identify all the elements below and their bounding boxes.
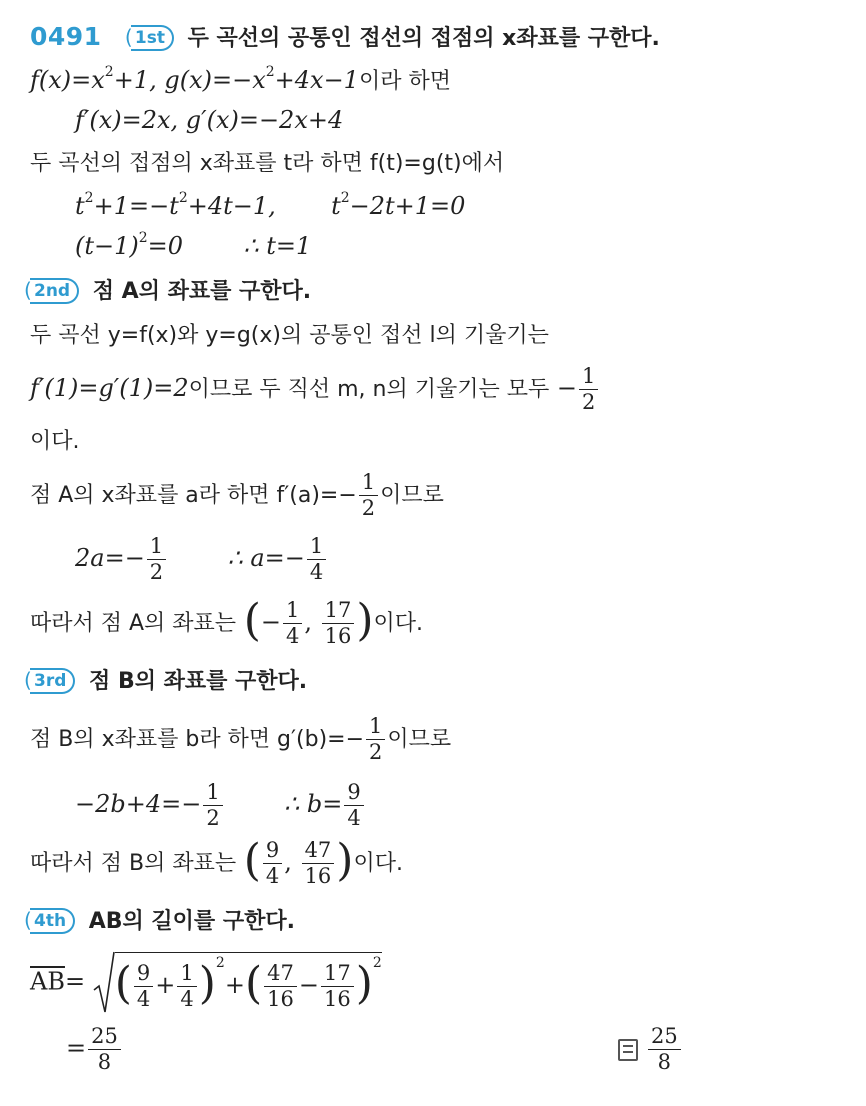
step-badge-4th: ( 4th: [30, 908, 75, 934]
problem-header: [30, 22, 660, 53]
problem-number: 0491: [30, 22, 102, 51]
fraction-half: $\frac{1}{2}$: [147, 534, 166, 585]
final-answer: [618, 1024, 683, 1075]
fraction-quarter: $\frac{1}{4}$: [177, 961, 196, 1012]
point-a-slope: 점 A의 x좌표를 a라 하면 f′(a)=− $\frac{1}{2}$ 이므로: [30, 470, 444, 520]
fraction-b-y: $\frac{47}{16}$: [264, 961, 297, 1012]
fraction-half: $\frac{1}{2}$: [359, 470, 378, 521]
fraction-half: $\frac{1}{2}$: [366, 714, 385, 765]
answer-fraction: $\frac{25}{8}$: [648, 1024, 681, 1075]
distance-formula: $\overline{AB}=$ ( $\frac{9}{4}$ + $\frac{1}{4}$ )$^2$+( $\frac{47}{16}$ − $\frac{17}{16}$ )$^2$: [30, 950, 382, 1016]
function-definitions: $f(x)=x^2+1$, $g(x)=-x^2+4x-1$이라 하면: [30, 64, 451, 94]
point-b-coordinates: 따라서 점 B의 좌표는 ( $\frac{9}{4}$ , $\frac{47}{16}$ )이다.: [30, 834, 403, 888]
distance-result: = $\frac{25}{8}$: [66, 1024, 123, 1075]
fraction-quarter: $\frac{1}{4}$: [283, 598, 302, 649]
step-3-header: [30, 666, 307, 696]
step-badge-3rd: ( 3rd: [30, 668, 75, 694]
slope-line: f′(1)=g′(1)=2이므로 두 직선 m, n의 기울기는 모두 − $\frac{1}{2}$: [30, 364, 600, 415]
point-b-slope: 점 B의 x좌표를 b라 하면 g′(b)=− $\frac{1}{2}$ 이므로: [30, 714, 452, 764]
answer-icon: [618, 1039, 638, 1061]
tangent-slope-text: 두 곡선 y=f(x)와 y=g(x)의 공통인 접선 l의 기울기는: [30, 323, 549, 348]
fraction-result: $\frac{25}{8}$: [88, 1024, 121, 1075]
step-title-1: 두 곡선의 공통인 접선의 접점의 x좌표를 구한다.: [187, 26, 660, 51]
sqrt-expression: ( $\frac{9}{4}$ + $\frac{1}{4}$ )$^2$+( $\frac{47}{16}$ − $\frac{17}{16}$ )$^2$: [93, 950, 382, 1016]
point-a-coordinates: 따라서 점 A의 좌표는 (− $\frac{1}{4}$ , $\frac{17}{16}$ )이다.: [30, 594, 424, 648]
solve-a: 2a=− $\frac{1}{2}$ ∴ a=− $\frac{1}{4}$: [75, 534, 328, 585]
tangent-point-text: 두 곡선의 접점의 x좌표를 t라 하면 f(t)=g(t)에서: [30, 151, 505, 176]
solve-b: −2b+4=− $\frac{1}{2}$ ∴ b= $\frac{9}{4}$: [75, 780, 366, 831]
step-2-header: [30, 276, 311, 306]
step-title-3: 점 B의 좌표를 구한다.: [89, 669, 308, 694]
slope-line-end: 이다.: [30, 429, 80, 454]
step-4-header: [30, 906, 295, 936]
fraction-a-y: $\frac{17}{16}$: [322, 598, 355, 649]
fraction-half: $\frac{1}{2}$: [203, 780, 222, 831]
step-badge-1st: ( 1st: [131, 25, 174, 51]
step-title-4: AB의 길이를 구한다.: [88, 909, 295, 934]
step-badge-2nd: ( 2nd: [30, 278, 79, 304]
fraction-b-x: $\frac{9}{4}$: [344, 780, 363, 831]
fraction-a-y: $\frac{17}{16}$: [321, 961, 354, 1012]
fraction-half: $\frac{1}{2}$: [579, 364, 598, 415]
step-title-2: 점 A의 좌표를 구한다.: [92, 279, 312, 304]
derivatives: f′(x)=2x, g′(x)=−2x+4: [75, 106, 344, 134]
equation-2: $(t-1)^2=0$ ∴ t=1: [75, 230, 312, 260]
fraction-quarter: $\frac{1}{4}$: [307, 534, 326, 585]
equation-1: $t^2+1=-t^2+4t-1$, $t^2-2t+1=0$: [75, 190, 466, 220]
fraction-b-y: $\frac{47}{16}$: [302, 838, 335, 889]
fraction-b-x: $\frac{9}{4}$: [263, 838, 282, 889]
fraction-b-x: $\frac{9}{4}$: [134, 961, 153, 1012]
sqrt-icon: [93, 950, 115, 1016]
